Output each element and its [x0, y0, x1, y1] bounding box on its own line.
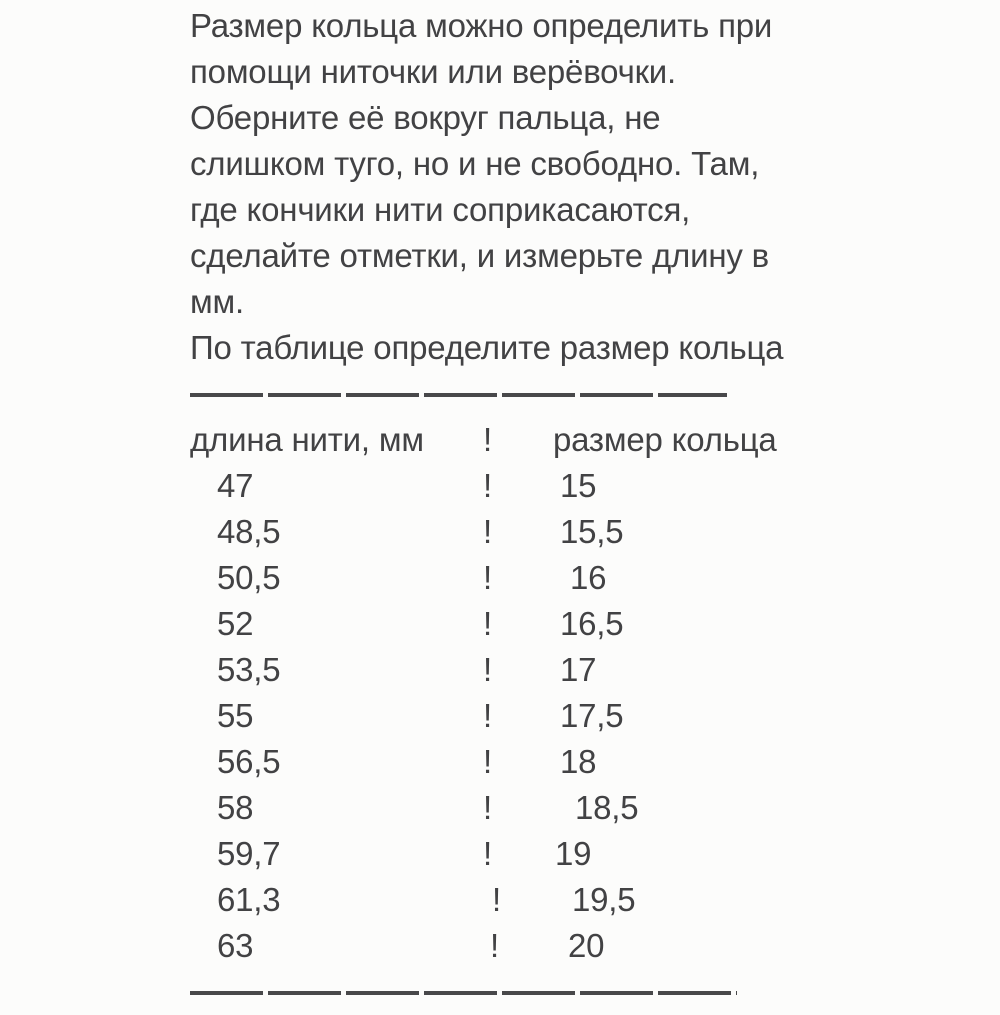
- table-row: [190, 693, 1000, 739]
- ring-size-value: 16: [570, 559, 607, 596]
- ring-size-value: 19: [555, 835, 592, 872]
- table-row: [190, 739, 1000, 785]
- row-separator-mark: !: [483, 651, 492, 688]
- table-row: [190, 555, 1000, 601]
- table-intro-line: По таблице определите размер кольца: [190, 329, 784, 366]
- thread-length-value: 56,5: [217, 743, 281, 780]
- ring-size-value: 17: [560, 651, 597, 688]
- ring-size-value: 18: [560, 743, 597, 780]
- table-row: [190, 601, 1000, 647]
- thread-length-value: 47: [217, 467, 254, 504]
- table-header-row: [190, 417, 1000, 463]
- row-separator-mark: !: [483, 789, 492, 826]
- intro-paragraph: [190, 3, 1000, 325]
- divider-bottom: [190, 969, 1000, 1015]
- ring-size-value: 19,5: [572, 881, 636, 918]
- thread-length-value: 58: [217, 789, 254, 826]
- row-separator-mark: !: [483, 697, 492, 734]
- intro-line: Оберните её вокруг пальца, не: [190, 99, 661, 136]
- ring-size-value: 20: [568, 927, 605, 964]
- thread-length-value: 53,5: [217, 651, 281, 688]
- thread-length-value: 59,7: [217, 835, 281, 872]
- thread-length-value: 55: [217, 697, 254, 734]
- thread-length-value: 61,3: [217, 881, 281, 918]
- table-row: [190, 509, 1000, 555]
- intro-line: сделайте отметки, и измерьте длину в: [190, 237, 769, 274]
- row-separator-mark: !: [483, 513, 492, 550]
- row-separator-mark: !: [483, 835, 492, 872]
- row-separator-mark: !: [483, 467, 492, 504]
- ring-size-value: 17,5: [560, 697, 624, 734]
- row-separator-mark: !: [483, 559, 492, 596]
- thread-length-value: 48,5: [217, 513, 281, 550]
- header-separator-mark: !: [483, 421, 492, 458]
- column-header-thread-length: длина нити, мм: [190, 421, 424, 458]
- row-separator-mark: !: [490, 927, 499, 964]
- ring-size-value: 18,5: [575, 789, 639, 826]
- thread-length-value: 50,5: [217, 559, 281, 596]
- intro-line: слишком туго, но и не свободно. Там,: [190, 145, 760, 182]
- intro-line: помощи ниточки или верёвочки.: [190, 53, 677, 90]
- ring-size-table: [190, 417, 1000, 969]
- intro-line: Размер кольца можно определить при: [190, 7, 773, 44]
- table-row: [190, 877, 1000, 923]
- ring-size-value: 15: [560, 467, 597, 504]
- table-row: [190, 647, 1000, 693]
- divider-top: [190, 371, 1000, 417]
- row-separator-mark: !: [492, 881, 501, 918]
- row-separator-mark: !: [483, 743, 492, 780]
- column-header-ring-size: размер кольца: [553, 421, 777, 458]
- ring-size-value: 15,5: [560, 513, 624, 550]
- intro-line: мм.: [190, 283, 244, 320]
- table-row: [190, 923, 1000, 969]
- table-row: [190, 785, 1000, 831]
- intro-line: где кончики нити соприкасаются,: [190, 191, 691, 228]
- table-row: [190, 831, 1000, 877]
- thread-length-value: 63: [217, 927, 254, 964]
- thread-length-value: 52: [217, 605, 254, 642]
- table-row: [190, 463, 1000, 509]
- row-separator-mark: !: [483, 605, 492, 642]
- ring-size-value: 16,5: [560, 605, 624, 642]
